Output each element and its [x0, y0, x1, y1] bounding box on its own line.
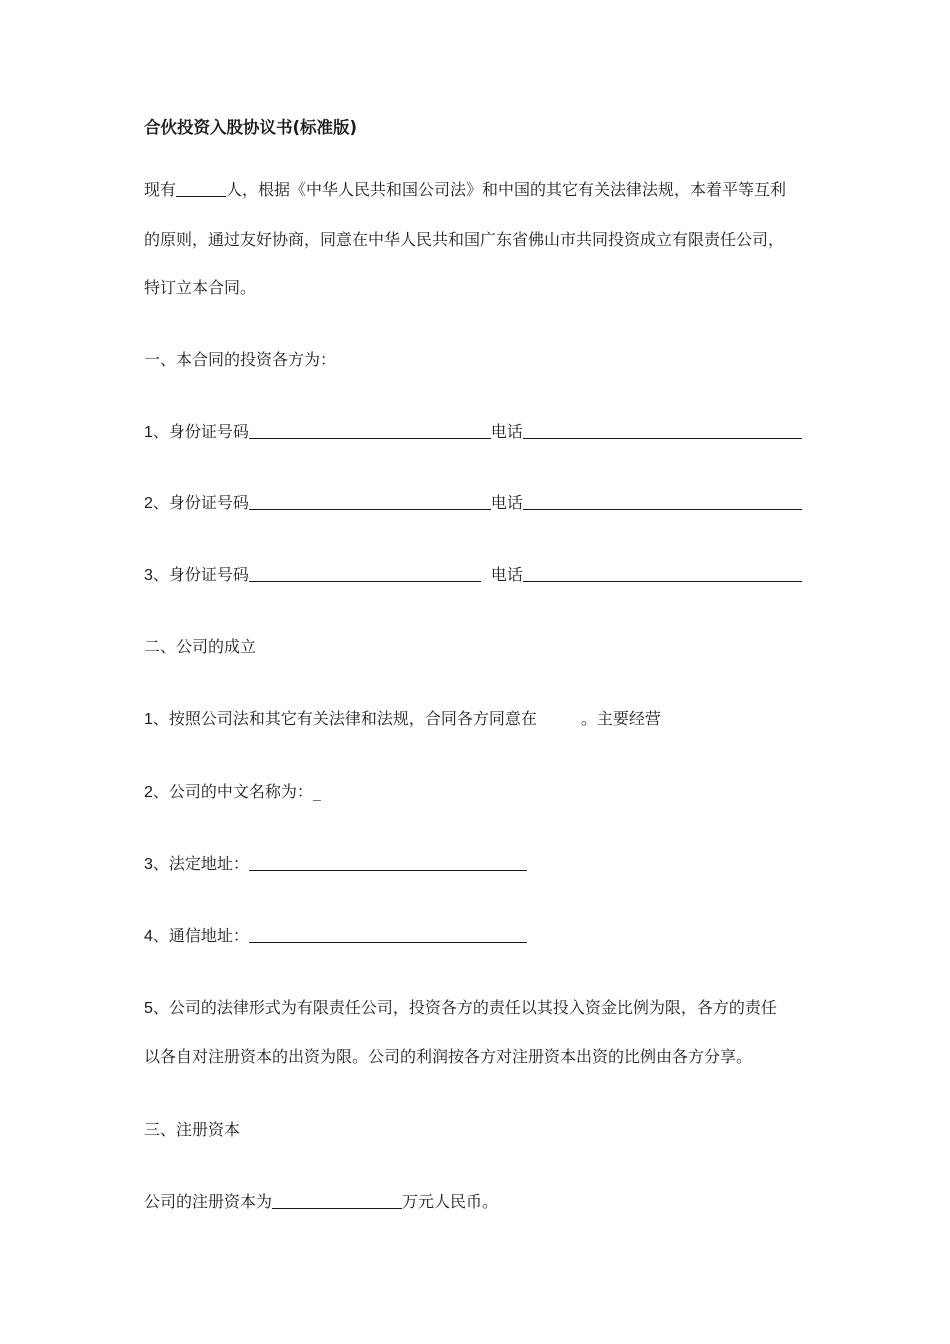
- section-2-item-4: [144, 926, 527, 947]
- item-1-text: 按照公司法和其它有关法律和法规，合同各方同意在: [168, 709, 537, 728]
- mailing-address-blank[interactable]: [249, 928, 527, 943]
- section-1-heading: 一、本合同的投资各方为：: [144, 350, 337, 369]
- phone-label: 电话: [490, 493, 523, 512]
- phone-blank[interactable]: [523, 567, 802, 582]
- party-number: 2、: [144, 495, 169, 512]
- section-2-item-1: [144, 709, 661, 730]
- intro-prefix: 现有: [144, 180, 177, 199]
- phone-blank[interactable]: [523, 495, 802, 510]
- legal-address-blank[interactable]: [249, 856, 527, 871]
- item-2-text: 公司的中文名称为：_: [168, 782, 321, 801]
- registered-capital-line: [144, 1192, 498, 1212]
- party-row-1: [144, 422, 802, 443]
- party-number: 3、: [144, 567, 169, 584]
- intro-line-1-text: 人，根据《中华人民共和国公司法》和中国的其它有关法律法规，本着平等互利: [226, 180, 787, 199]
- id-label: 身份证号码: [168, 565, 249, 584]
- section-3-heading: 三、注册资本: [144, 1120, 241, 1139]
- section-2-item-2: [144, 782, 321, 803]
- party-row-3: [144, 565, 802, 586]
- item-number: 5、: [144, 1000, 169, 1017]
- id-label: 身份证号码: [168, 493, 249, 512]
- item-1-tail: 。主要经营: [580, 709, 661, 728]
- section-2-item-3: [144, 854, 527, 875]
- party-count-blank[interactable]: [176, 182, 226, 197]
- item-number: 4、: [144, 928, 169, 945]
- capital-amount-blank[interactable]: [272, 1194, 402, 1209]
- id-number-blank[interactable]: [249, 567, 481, 582]
- party-number: 1、: [144, 424, 169, 441]
- id-number-blank[interactable]: [249, 495, 491, 510]
- intro-line-3: 特订立本合同。: [144, 278, 257, 297]
- party-row-2: [144, 493, 802, 514]
- id-label: 身份证号码: [168, 422, 249, 441]
- section-2-heading: 二、公司的成立: [144, 637, 257, 656]
- item-5-line-1-text: 公司的法律形式为有限责任公司，投资各方的责任以其投入资金比例为限，各方的责任: [168, 998, 777, 1017]
- id-number-blank[interactable]: [249, 424, 491, 439]
- item-3-text: 法定地址：: [168, 854, 249, 873]
- item-number: 2、: [144, 784, 169, 801]
- section-2-item-5-line-1: [144, 998, 777, 1019]
- item-number: 3、: [144, 856, 169, 873]
- intro-line-1: [144, 180, 786, 200]
- capital-prefix: 公司的注册资本为: [144, 1192, 273, 1211]
- phone-label: 电话: [490, 422, 523, 441]
- intro-line-2: 的原则，通过友好协商，同意在中华人民共和国广东省佛山市共同投资成立有限责任公司，: [144, 230, 785, 249]
- phone-label: 电话: [490, 565, 523, 584]
- phone-blank[interactable]: [523, 424, 802, 439]
- item-number: 1、: [144, 711, 169, 728]
- item-4-text: 通信地址：: [168, 926, 249, 945]
- document-title: 合伙投资入股协议书(标准版): [144, 118, 358, 137]
- section-2-item-5-line-2: 以各自对注册资本的出资为限。公司的利润按各方对注册资本出资的比例由各方分享。: [144, 1047, 753, 1066]
- capital-suffix: 万元人民币。: [402, 1192, 499, 1211]
